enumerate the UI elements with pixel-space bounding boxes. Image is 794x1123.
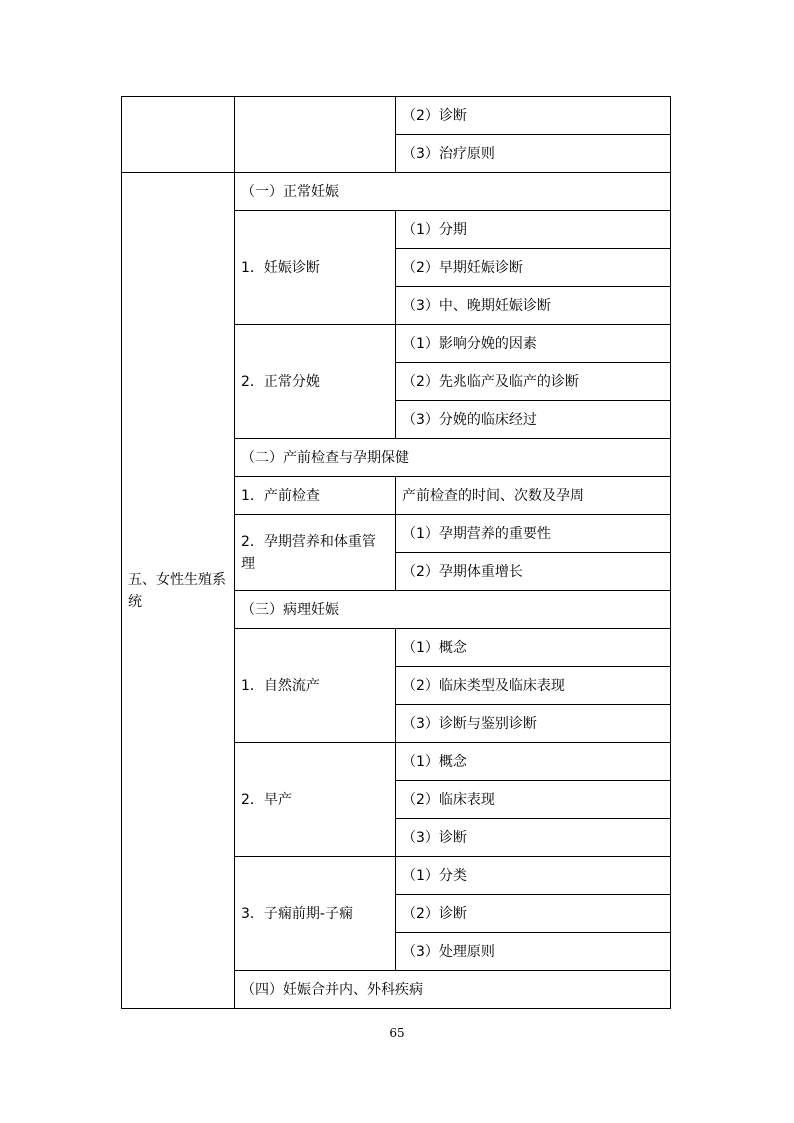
syllabus-table (121, 96, 671, 1009)
page-number: 65 (389, 1026, 405, 1040)
point-cell: （3）诊断与鉴别诊断 (396, 705, 671, 743)
item-cell: 1．产前检查 (235, 477, 396, 515)
point-cell: （2）诊断 (396, 97, 671, 135)
point-cell: （3）诊断 (396, 819, 671, 857)
point-cell: 产前检查的时间、次数及孕周 (396, 477, 671, 515)
point-cell: （2）临床表现 (396, 781, 671, 819)
point-cell: （3）治疗原则 (396, 135, 671, 173)
point-cell: （3）处理原则 (396, 933, 671, 971)
point-cell: （1）概念 (396, 629, 671, 667)
unit-cell: 五、女性生殖系统 (122, 173, 235, 1009)
table-row (122, 97, 671, 135)
point-cell: （1）分类 (396, 857, 671, 895)
section-title: （三）病理妊娠 (235, 591, 671, 629)
point-cell: （2）诊断 (396, 895, 671, 933)
point-cell: （1）孕期营养的重要性 (396, 515, 671, 553)
table-row (122, 173, 671, 211)
item-cell: 2．早产 (235, 743, 396, 857)
section-title: （四）妊娠合并内、外科疾病 (235, 971, 671, 1009)
point-cell: （3）分娩的临床经过 (396, 401, 671, 439)
item-cell: 3．子痫前期-子痫 (235, 857, 396, 971)
point-cell: （3）中、晚期妊娠诊断 (396, 287, 671, 325)
item-cell-continued (235, 97, 396, 173)
point-cell: （2）早期妊娠诊断 (396, 249, 671, 287)
point-cell: （1）分期 (396, 211, 671, 249)
unit-cell-continued (122, 97, 235, 173)
section-title: （二）产前检查与孕期保健 (235, 439, 671, 477)
point-cell: （2）临床类型及临床表现 (396, 667, 671, 705)
item-cell: 2．孕期营养和体重管理 (235, 515, 396, 591)
point-cell: （1）影响分娩的因素 (396, 325, 671, 363)
item-cell: 2．正常分娩 (235, 325, 396, 439)
point-cell: （2）孕期体重增长 (396, 553, 671, 591)
section-title: （一）正常妊娠 (235, 173, 671, 211)
item-cell: 1．自然流产 (235, 629, 396, 743)
point-cell: （2）先兆临产及临产的诊断 (396, 363, 671, 401)
item-cell: 1．妊娠诊断 (235, 211, 396, 325)
point-cell: （1）概念 (396, 743, 671, 781)
